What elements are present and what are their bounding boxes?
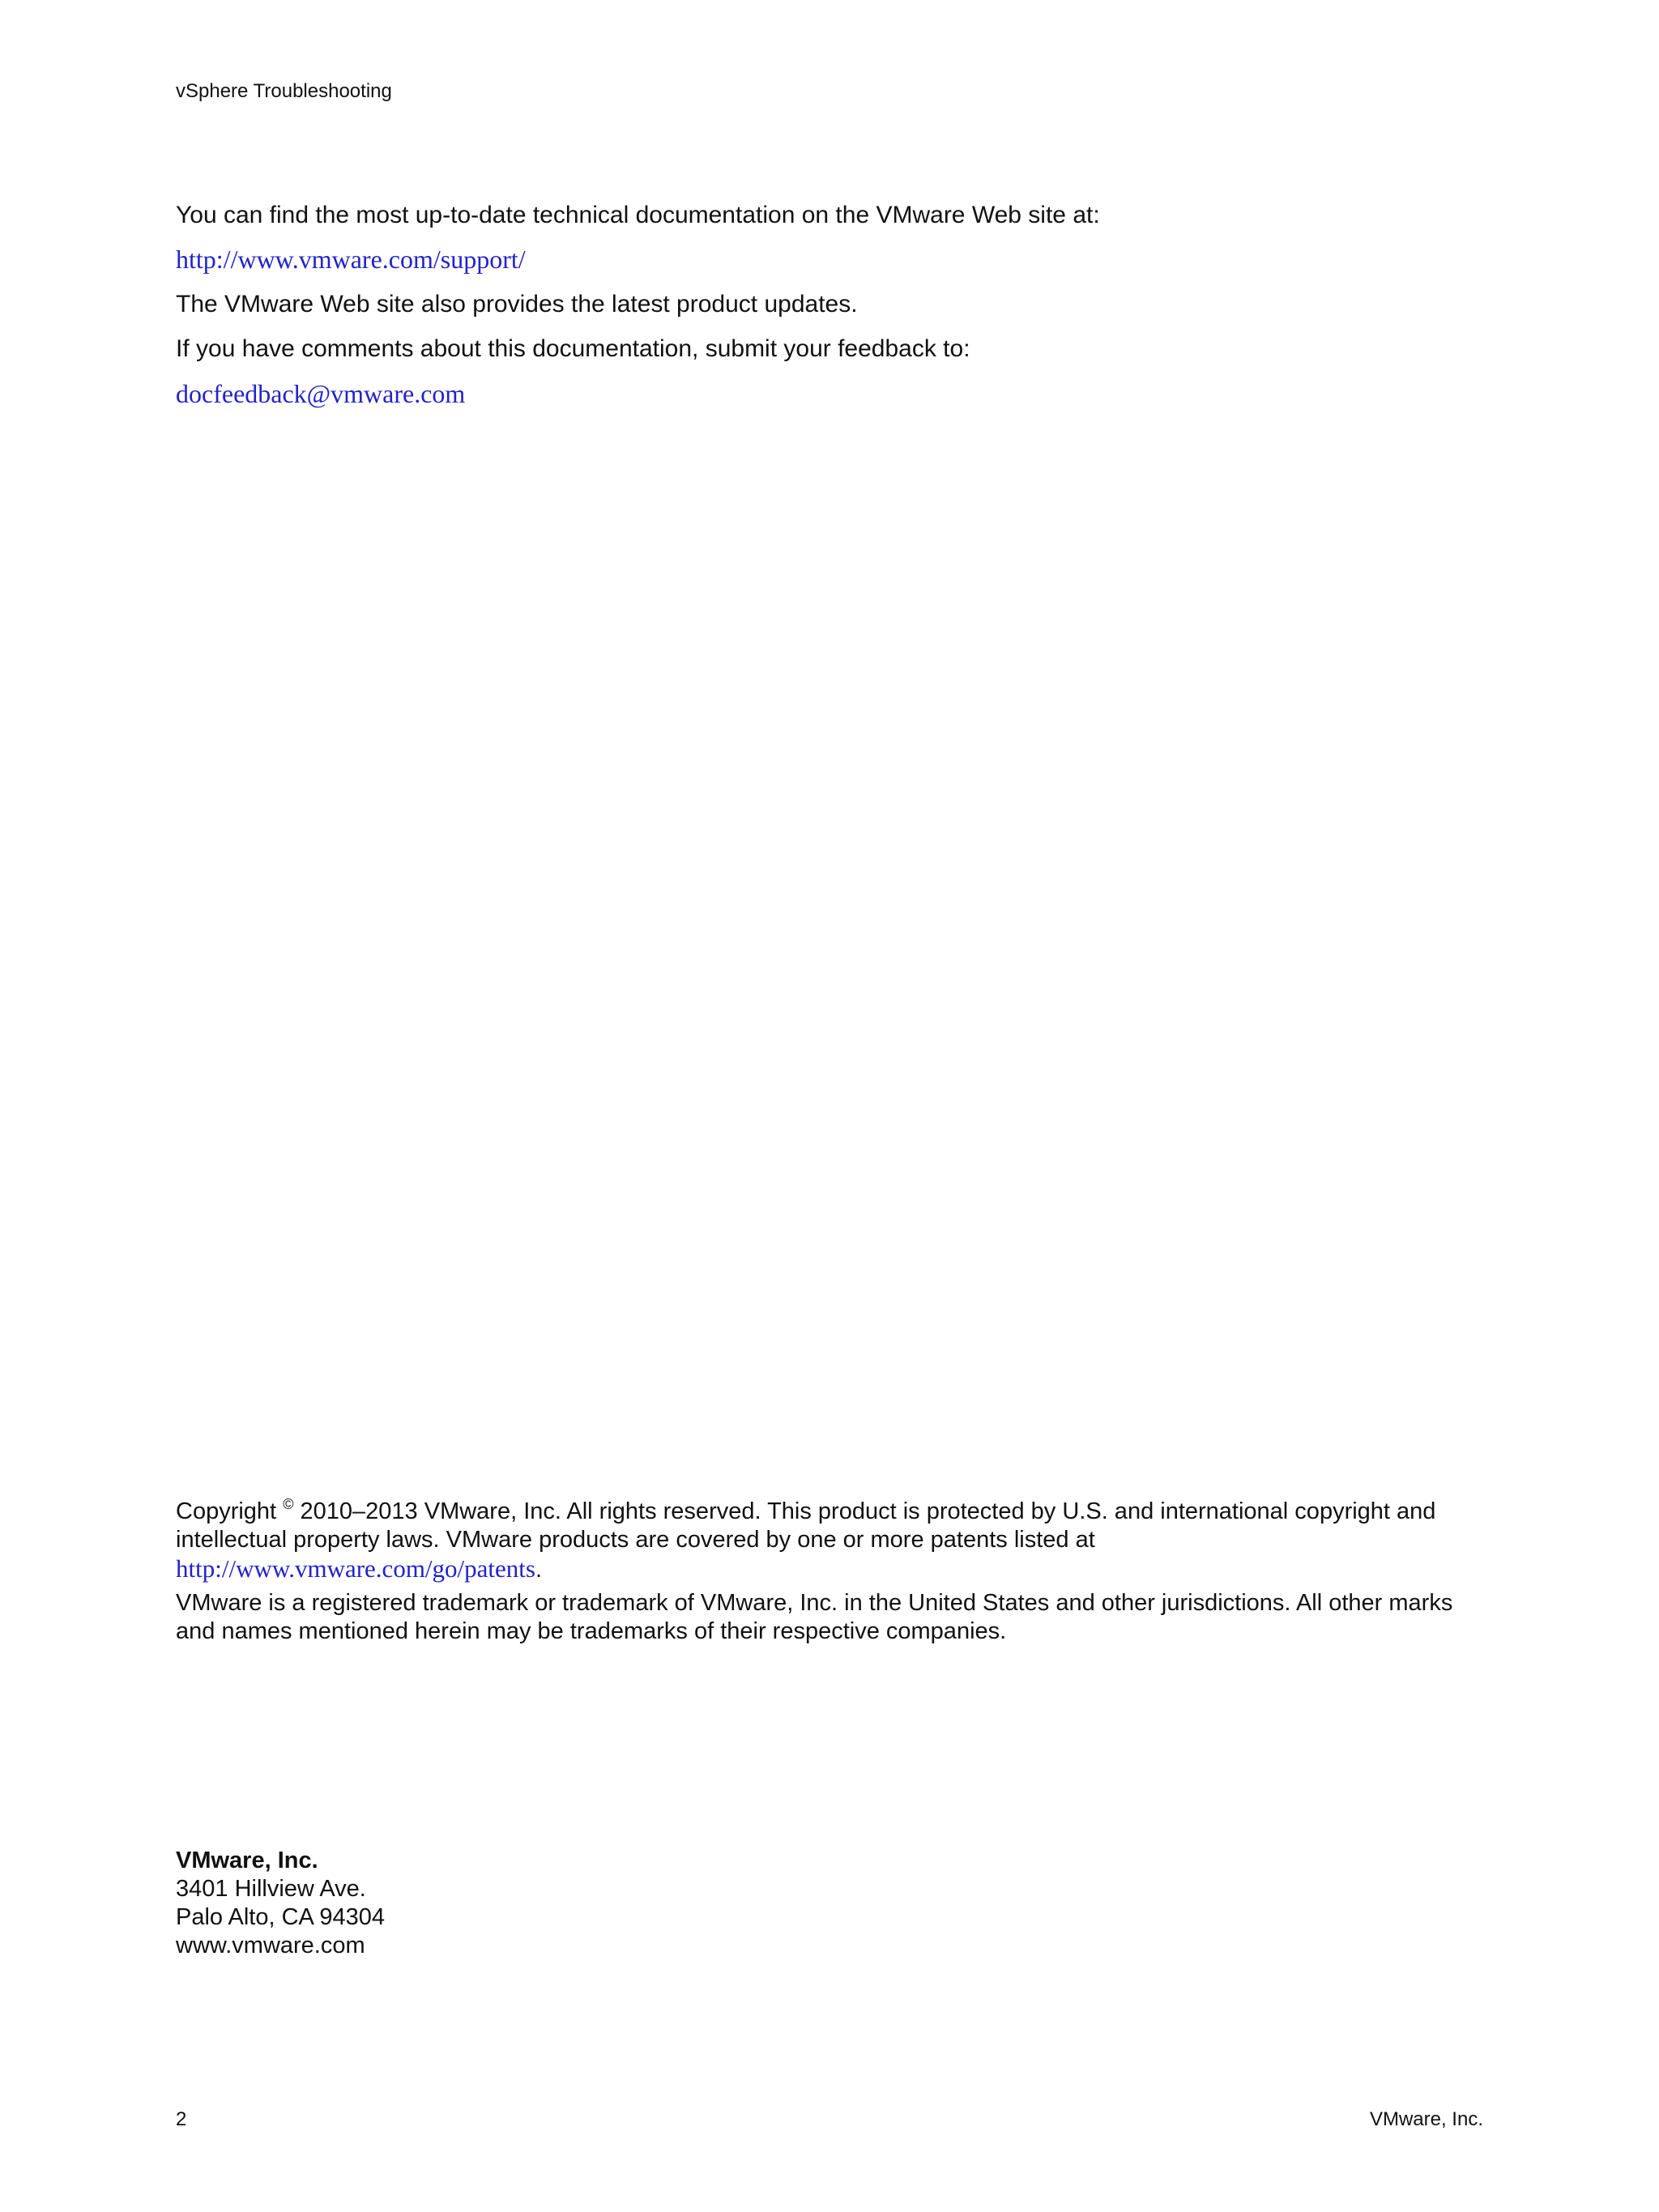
updates-sentence: The VMware Web site also provides the latest product updates. xyxy=(176,291,858,318)
feedback-sentence: If you have comments about this documentation, submit your feedback to: xyxy=(176,335,970,362)
address-street: 3401 Hillview Ave. xyxy=(176,1876,366,1902)
trademark-notice: VMware is a registered trademark or trademark of VMware, Inc. in the United States and other jurisdictions. All other marks and names mentioned herein may be trademarks of their respective companies. xyxy=(176,1590,1453,1644)
running-header: vSphere Troubleshooting xyxy=(176,80,392,102)
support-link-line xyxy=(176,245,526,275)
address-website: www.vmware.com xyxy=(176,1933,365,1958)
page-number: 2 xyxy=(176,2108,187,2130)
address-company: VMware, Inc. xyxy=(176,1848,318,1873)
feedback-email-link[interactable]: docfeedback@vmware.com xyxy=(176,379,466,408)
feedback-email-line xyxy=(176,379,465,410)
copyright-prefix: Copyright xyxy=(176,1498,277,1524)
copyright-symbol: © xyxy=(283,1496,294,1512)
address-city: Palo Alto, CA 94304 xyxy=(176,1904,385,1930)
company-address xyxy=(176,1847,385,1960)
patents-url-link[interactable]: http://www.vmware.com/go/patents xyxy=(176,1554,535,1583)
intro-docs-sentence: You can find the most up-to-date technical documentation on the VMware Web site at: xyxy=(176,202,1100,228)
copyright-text: 2010–2013 VMware, Inc. All rights reserved. This product is protected by U.S. and international copyright and intellectual property laws. VMware products are covered by one or more patents listed at xyxy=(176,1498,1436,1553)
patents-suffix: . xyxy=(535,1557,543,1583)
footer-company: VMware, Inc. xyxy=(1369,2108,1483,2130)
copyright-notice xyxy=(176,1490,1488,1584)
support-url-link[interactable]: http://www.vmware.com/support/ xyxy=(176,245,526,274)
